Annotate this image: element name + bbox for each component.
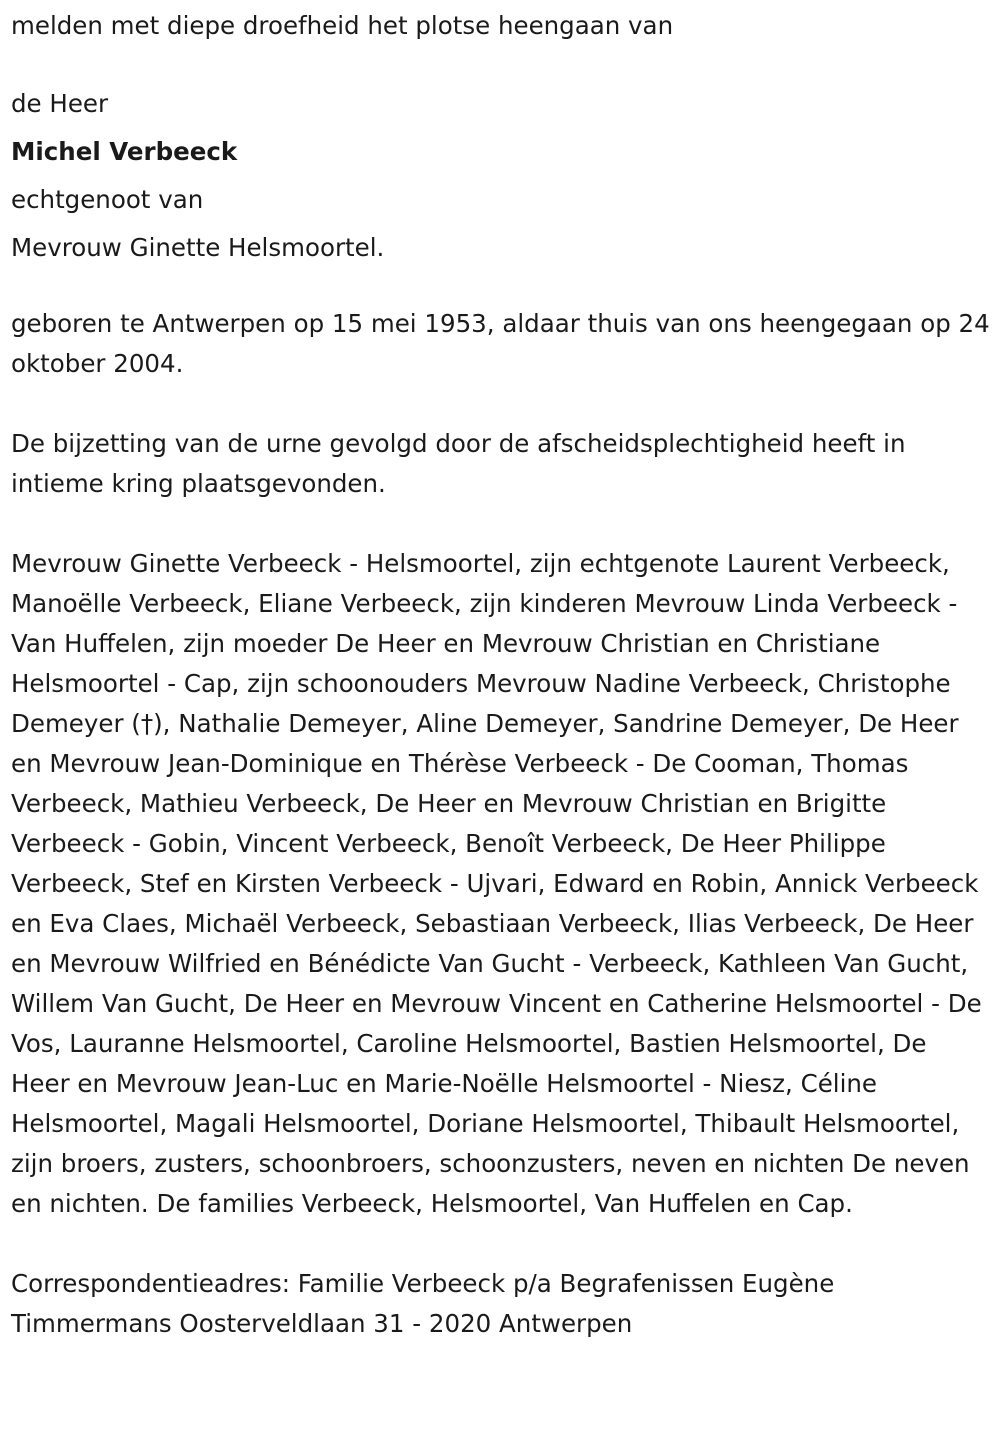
deceased-name: Michel Verbeeck <box>11 137 238 166</box>
spouse-name: Mevrouw Ginette Helsmoortel. <box>11 233 385 262</box>
correspondence-paragraph: Correspondentieadres: Familie Verbeeck p/a Begrafenissen Eugène Timmermans Oosterveldlaan 31 - 2020 Antwerpen <box>11 1269 835 1338</box>
intro-text: melden met diepe droefheid het plotse heengaan van <box>11 11 674 40</box>
title-prefix: de Heer <box>11 89 109 118</box>
family-paragraph: Mevrouw Ginette Verbeeck - Helsmoortel, zijn echtgenote Laurent Verbeeck, Manoëlle Verbeeck, Eliane Verbeeck, zijn kinderen Mevrouw Linda Verbeeck - Van Huffelen, zijn moeder De Heer en Mevrouw Christian en Christiane Helsmoortel - Cap, zijn schoonouders Mevrouw Nadine Verbeeck, Christophe Demeyer (†), Nathalie Demeyer, Aline Demeyer, Sandrine Demeyer, De Heer en Mevrouw Jean-Dominique en Thérèse Verbeeck - De Cooman, Thomas Verbeeck, Mathieu Verbeeck, De Heer en Mevrouw Christian en Brigitte Verbeeck - Gobin, Vincent Verbeeck, Benoît Verbeeck, De Heer Philippe Verbeeck, Stef en Kirsten Verbeeck - Ujvari, Edward en Robin, Annick Verbeeck en Eva Claes, Michaël Verbeeck, Sebastiaan Verbeeck, Ilias Verbeeck, De Heer en Mevrouw Wilfried en Bénédicte Van Gucht - Verbeeck, Kathleen Van Gucht, Willem Van Gucht, De Heer en Mevrouw Vincent en Catherine Helsmoortel - De Vos, Lauranne Helsmoortel, Caroline Helsmoortel, Bastien Helsmoortel, De Heer en Mevrouw Jean-Luc en Marie-Noëlle Helsmoortel - Niesz, Céline Helsmoortel, Magali Helsmoortel, Doriane Helsmoortel, Thibault Helsmoortel, zijn broers, zusters, schoonbroers, schoonzusters, neven en nichten De neven en nichten. De families Verbeeck, Helsmoortel, Van Huffelen en Cap. <box>11 549 982 1218</box>
spacer <box>11 384 991 424</box>
birth-death-paragraph: geboren te Antwerpen op 15 mei 1953, aldaar thuis van ons heengegaan op 24 oktober 2004. <box>11 309 990 378</box>
ceremony-paragraph: De bijzetting van de urne gevolgd door de afscheidsplechtigheid heeft in intieme kring plaatsgevonden. <box>11 429 906 498</box>
spacer <box>11 1224 991 1264</box>
spacer <box>11 272 991 304</box>
spacer <box>11 504 991 544</box>
obituary-notice <box>11 0 991 1344</box>
spacer <box>11 52 991 80</box>
relation-text: echtgenoot van <box>11 185 204 214</box>
